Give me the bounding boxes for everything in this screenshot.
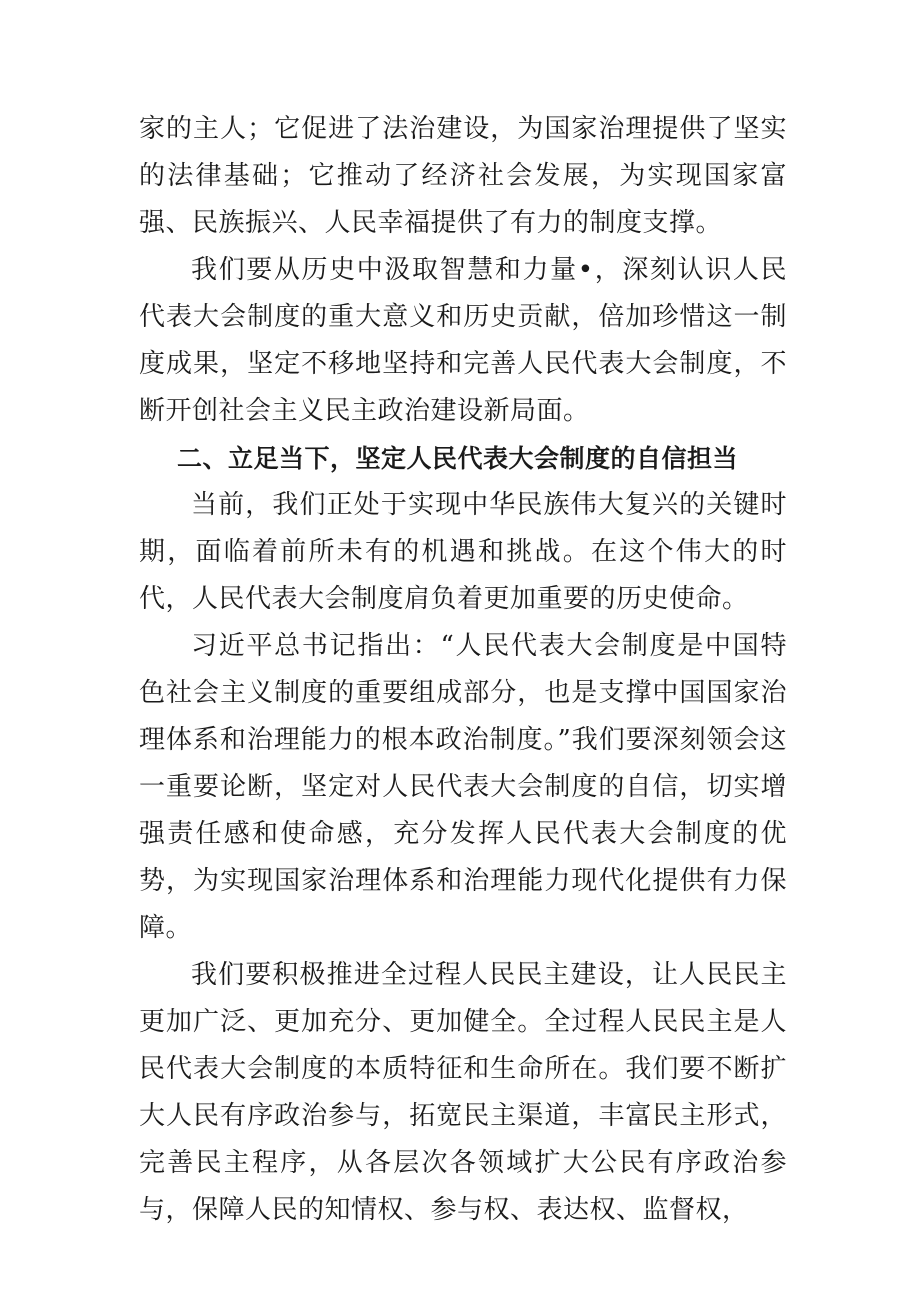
paragraph-current-period: 当前，我们正处于实现中华民族伟大复兴的关键时期，面临着前所未有的机遇和挑战。在这个伟大的时代，人民代表大会制度肩负着更加重要的历史使命。: [139, 490, 787, 614]
paragraph-xi-quote: 习近平总书记指出：“人民代表大会制度是中国特色社会主义制度的重要组成部分，也是支撑中国国家治理体系和治理能力的根本政治制度。”我们要深刻领会这一重要论断，坚定对人民代表大会制度的自信，切实增强责任感和使命感，充分发挥人民代表大会制度的优势，为实现国家治理体系和治理能力现代化提供有力保障。: [139, 631, 787, 943]
document-body: [139, 106, 787, 1234]
paragraph-whole-process-democracy: 我们要积极推进全过程人民民主建设，让人民民主更加广泛、更加充分、更加健全。全过程人民民主是人民代表大会制度的本质特征和生命所在。我们要不断扩大人民有序政治参与，拓宽民主渠道，丰富民主形式，完善民主程序，从各层次各领域扩大公民有序政治参与，保障人民的知情权、参与权、表达权、监督权，: [139, 960, 787, 1225]
paragraph-continuation: 家的主人；它促进了法治建设，为国家治理提供了坚实的法律基础；它推动了经济社会发展，为实现国家富强、民族振兴、人民幸福提供了有力的制度支撑。: [139, 114, 787, 238]
paragraph-history-wisdom: 我们要从历史中汲取智慧和力量•，深刻认识人民代表大会制度的重大意义和历史贡献，倍加珍惜这一制度成果，坚定不移地坚持和完善人民代表大会制度，不断开创社会主义民主政治建设新局面。: [139, 255, 787, 426]
section-heading-two: 二、立足当下，坚定人民代表大会制度的自信担当: [177, 444, 739, 473]
